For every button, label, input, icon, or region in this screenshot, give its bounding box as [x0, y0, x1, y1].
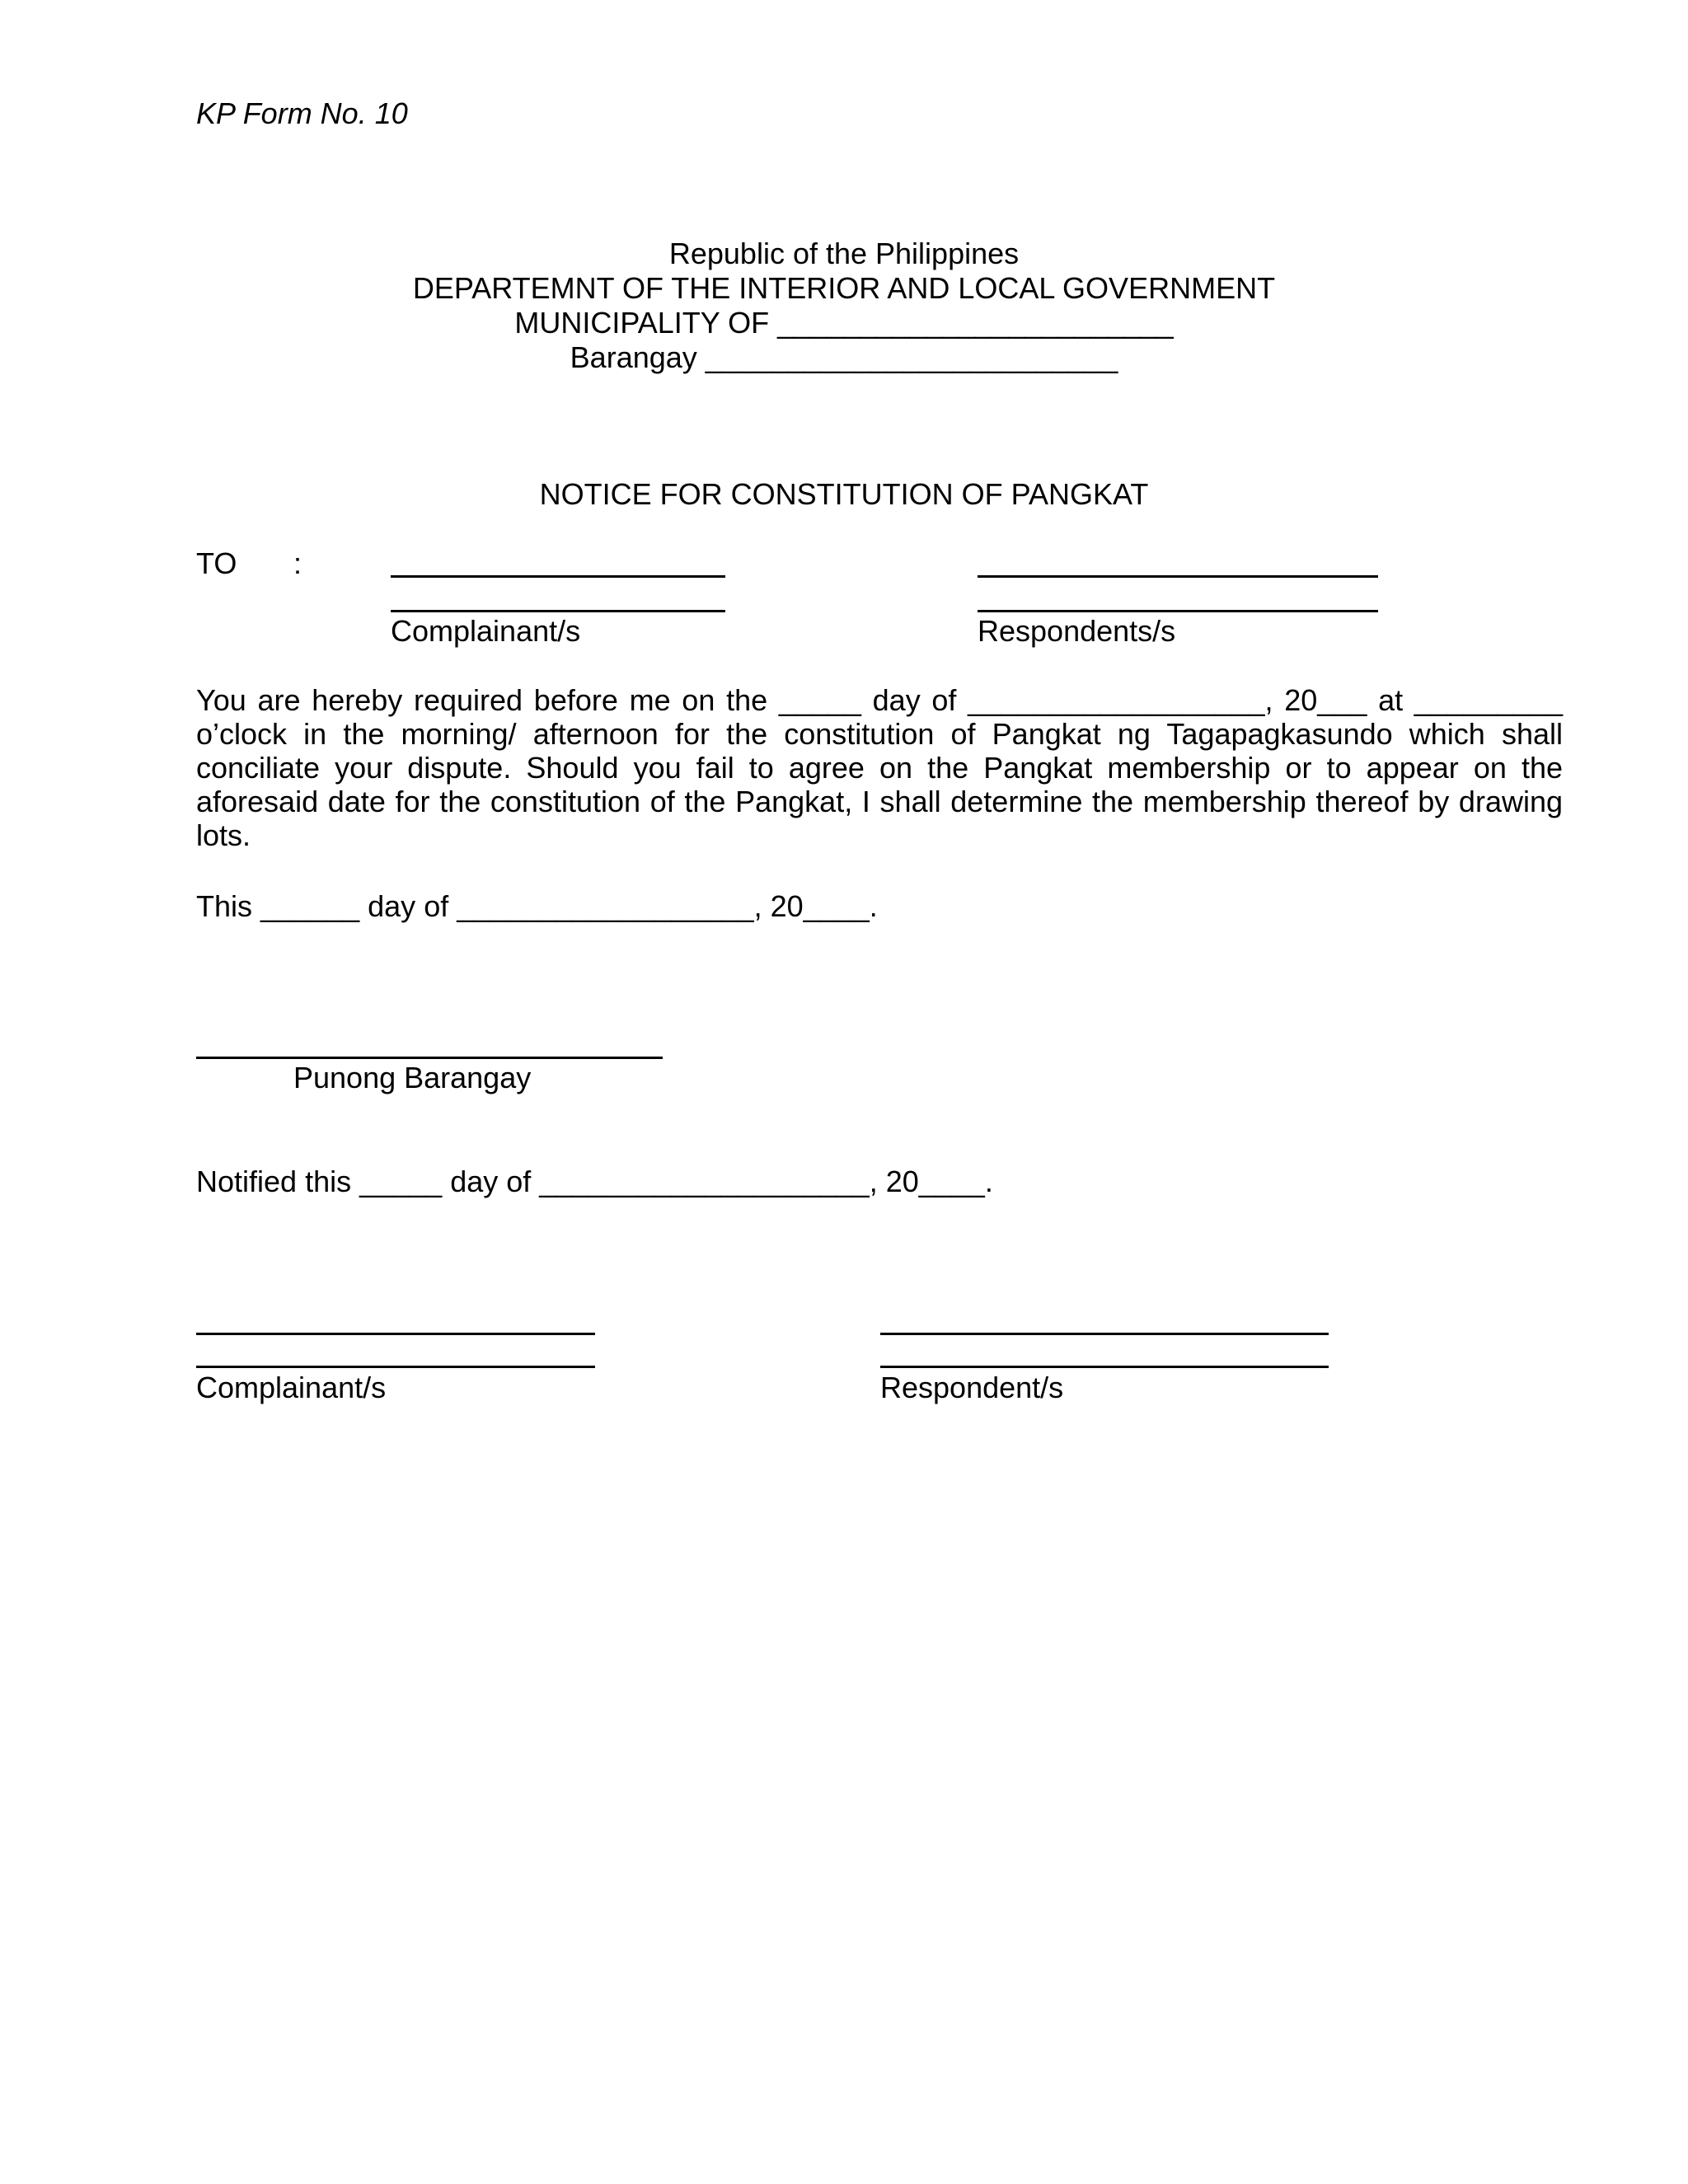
bottom-respondent-line-2[interactable]	[880, 1366, 1329, 1368]
complainant-name-line-2[interactable]	[391, 610, 725, 612]
document-title: NOTICE FOR CONSTITUTION OF PANGKAT	[539, 477, 1149, 511]
header-department: DEPARTEMNT OF THE INTERIOR AND LOCAL GOVERNMENT	[412, 271, 1276, 305]
complainant-label: Complainant/s	[391, 614, 581, 648]
notice-body-paragraph: You are hereby required before me on the _____ day of __________________, 20___ at _________ o’clock in the morning/ afternoon for the constitution of Pangkat ng Tagapagkasundo which shall conciliate your dispute. Should you fail to agree on the Pangkat membership or to appear on the aforesaid date for the constitution of the Pangkat, I shall determine the membership thereof by drawing lots.	[196, 683, 1563, 852]
respondent-name-line-2[interactable]	[978, 610, 1378, 612]
bottom-respondent-label: Respondent/s	[880, 1371, 1064, 1404]
respondent-label: Respondents/s	[978, 614, 1176, 648]
notified-line: Notified this _____ day of ____________________, 20____.	[196, 1165, 993, 1198]
form-number: KP Form No. 10	[196, 96, 408, 130]
header-republic: Republic of the Philippines	[668, 237, 1020, 270]
header-municipality: MUNICIPALITY OF ________________________	[514, 306, 1174, 340]
bottom-complainant-line-1[interactable]	[196, 1333, 595, 1335]
bottom-complainant-label: Complainant/s	[196, 1371, 387, 1404]
to-label: TO	[196, 546, 237, 580]
to-colon: :	[293, 546, 302, 580]
punong-barangay-signature-line[interactable]	[196, 1057, 663, 1059]
bottom-respondent-line-1[interactable]	[880, 1333, 1329, 1335]
complainant-name-line-1[interactable]	[391, 575, 725, 578]
bottom-complainant-line-2[interactable]	[196, 1366, 595, 1368]
date-line: This ______ day of __________________, 20____.	[196, 889, 878, 923]
header-barangay: Barangay _________________________	[570, 340, 1118, 374]
respondent-name-line-1[interactable]	[978, 575, 1378, 578]
punong-barangay-label: Punong Barangay	[293, 1061, 532, 1094]
